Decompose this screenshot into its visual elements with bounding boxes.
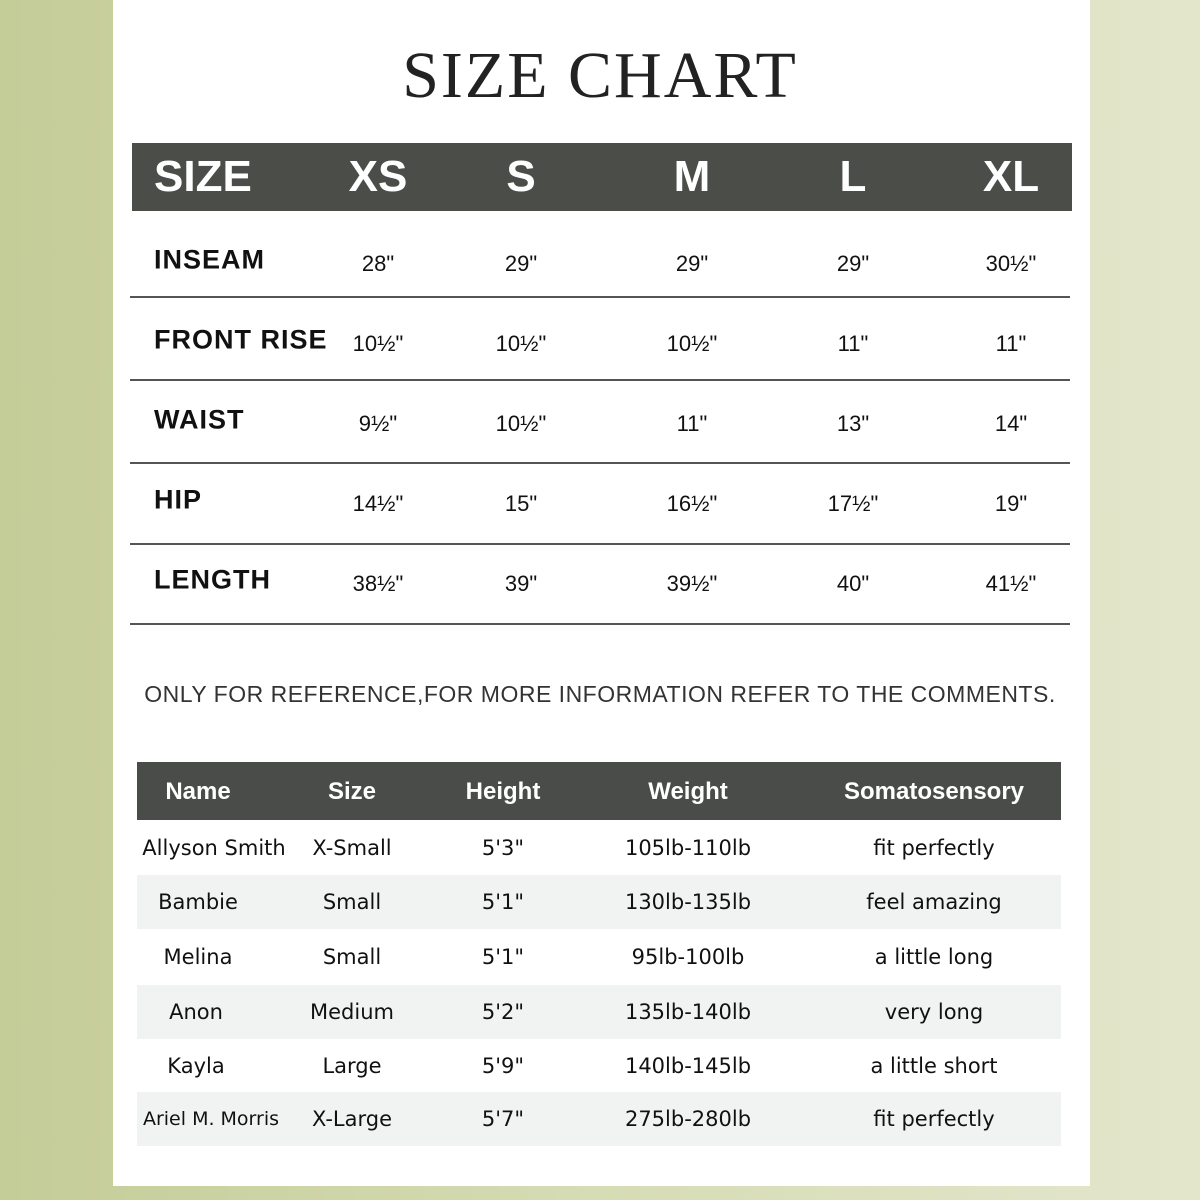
measurement-value: 15" <box>504 491 538 516</box>
measurement-value: 29" <box>504 251 538 276</box>
review-header-4: Somatosensory <box>843 778 1025 805</box>
review-header-1: Size <box>327 778 377 805</box>
measurement-value: 16½" <box>666 491 718 516</box>
review-cell: fit perfectly <box>873 836 995 860</box>
review-cell: very long <box>884 1000 984 1024</box>
measurement-value: 39" <box>504 571 538 596</box>
measurement-value: 13" <box>836 411 870 436</box>
row-divider <box>130 379 1070 381</box>
measurement-value: 14" <box>994 411 1028 436</box>
review-cell: X-Small <box>312 836 392 860</box>
measurement-label: FRONT RISE <box>154 324 328 355</box>
review-cell: Small <box>322 945 382 969</box>
review-cell: 5'9" <box>481 1054 525 1078</box>
review-cell: feel amazing <box>866 890 1002 914</box>
review-cell: 275lb-280lb <box>624 1107 752 1131</box>
row-divider <box>130 623 1070 625</box>
review-header-0: Name <box>165 778 231 805</box>
review-cell: Ariel M. Morris <box>142 1108 280 1130</box>
size-header-4: XL <box>982 152 1040 201</box>
review-header-3: Weight <box>648 778 728 805</box>
review-cell: 5'1" <box>481 945 525 969</box>
size-header-0: XS <box>348 152 408 201</box>
measurement-value: 38½" <box>352 571 404 596</box>
measurement-value: 14½" <box>352 491 404 516</box>
review-cell: 105lb-110lb <box>624 836 752 860</box>
review-cell: 5'2" <box>481 1000 525 1024</box>
measurement-value: 9½" <box>358 411 398 436</box>
review-cell: Anon <box>169 1000 223 1024</box>
measurement-value: 10½" <box>495 331 547 356</box>
review-cell: Allyson Smith <box>142 836 286 860</box>
review-header-2: Height <box>465 778 541 805</box>
measurement-value: 19" <box>994 491 1028 516</box>
measurement-value: 10½" <box>666 331 718 356</box>
measurement-value: 29" <box>836 251 870 276</box>
size-header-2: M <box>673 152 711 201</box>
review-cell: Medium <box>310 1000 394 1024</box>
row-divider <box>130 462 1070 464</box>
review-cell: Large <box>322 1054 382 1078</box>
size-header-3: L <box>839 152 867 201</box>
review-cell: 5'7" <box>481 1107 525 1131</box>
row-divider <box>130 296 1070 298</box>
measurement-label: INSEAM <box>154 244 266 275</box>
review-cell: Bambie <box>158 890 238 914</box>
measurement-value: 28" <box>361 251 395 276</box>
page-title: SIZE CHART <box>402 39 798 112</box>
measurement-label: WAIST <box>154 404 245 435</box>
measurement-value: 41½" <box>985 571 1037 596</box>
measurement-label: HIP <box>154 484 203 515</box>
review-cell: Melina <box>163 945 233 969</box>
review-cell: 5'3" <box>481 836 525 860</box>
row-divider <box>130 543 1070 545</box>
measurement-value: 11" <box>995 331 1027 356</box>
measurement-value: 11" <box>676 411 708 436</box>
measurement-value: 11" <box>837 331 869 356</box>
review-cell: 95lb-100lb <box>631 945 745 969</box>
review-cell: Kayla <box>167 1054 225 1078</box>
measurement-value: 40" <box>836 571 870 596</box>
size-header-label: SIZE <box>154 152 252 201</box>
review-cell: fit perfectly <box>873 1107 995 1131</box>
measurement-value: 29" <box>675 251 709 276</box>
review-cell: a little long <box>874 945 994 969</box>
review-cell: Small <box>322 890 382 914</box>
review-cell: 140lb-145lb <box>624 1054 752 1078</box>
review-cell: X-Large <box>311 1107 393 1131</box>
review-cell: 135lb-140lb <box>624 1000 752 1024</box>
measurement-label: LENGTH <box>154 564 271 595</box>
review-cell: 130lb-135lb <box>624 890 752 914</box>
size-header-1: S <box>506 152 536 201</box>
review-cell: 5'1" <box>481 890 525 914</box>
size-table-header <box>132 143 1072 211</box>
measurement-value: 30½" <box>985 251 1037 276</box>
reference-note: ONLY FOR REFERENCE,FOR MORE INFORMATION REFER TO THE COMMENTS. <box>144 681 1056 707</box>
measurement-value: 10½" <box>352 331 404 356</box>
measurement-value: 17½" <box>827 491 879 516</box>
measurement-value: 39½" <box>666 571 718 596</box>
measurement-value: 10½" <box>495 411 547 436</box>
review-cell: a little short <box>870 1054 998 1078</box>
